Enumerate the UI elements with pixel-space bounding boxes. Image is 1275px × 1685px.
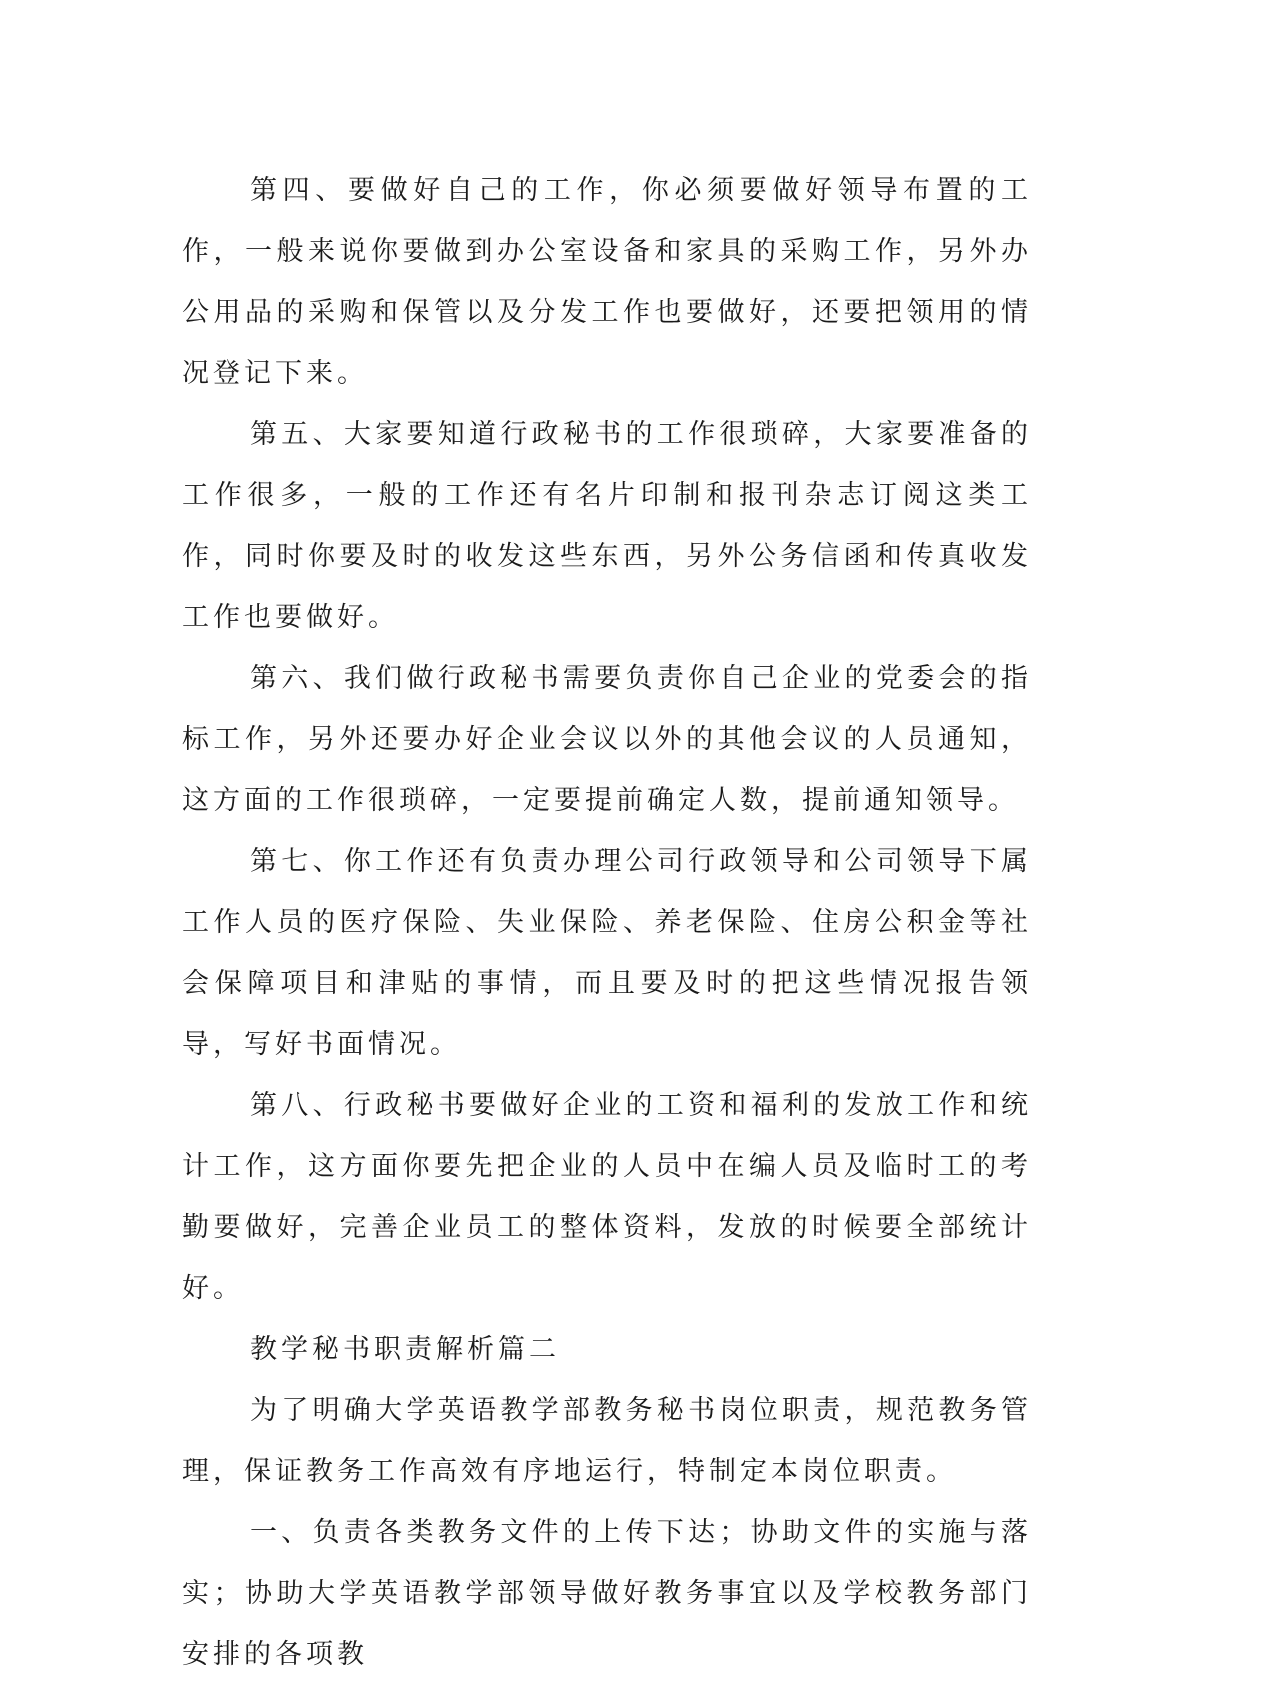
paragraph-eighth: 第八、行政秘书要做好企业的工资和福利的发放工作和统计工作，这方面你要先把企业的人员中在编人员及临时工的考勤要做好，完善企业员工的整体资料，发放的时候要全部统计好。 xyxy=(182,1090,1032,1304)
paragraph-seventh: 第七、你工作还有负责办理公司行政领导和公司领导下属工作人员的医疗保险、失业保险、养老保险、住房公积金等社会保障项目和津贴的事情，而且要及时的把这些情况报告领导，写好书面情况。 xyxy=(182,846,1032,1060)
section-title: 教学秘书职责解析篇二 xyxy=(250,1334,560,1365)
section-intro-paragraph: 为了明确大学英语教学部教务秘书岗位职责，规范教务管理，保证教务工作高效有序地运行，特制定本岗位职责。 xyxy=(182,1395,1032,1487)
paragraph-sixth: 第六、我们做行政秘书需要负责你自己企业的党委会的指标工作，另外还要办好企业会议以外的其他会议的人员通知，这方面的工作很琐碎，一定要提前确定人数，提前通知领导。 xyxy=(182,663,1032,816)
paragraph-fifth: 第五、大家要知道行政秘书的工作很琐碎，大家要准备的工作很多，一般的工作还有名片印制和报刊杂志订阅这类工作，同时你要及时的收发这些东西，另外公务信函和传真收发工作也要做好。 xyxy=(182,419,1032,633)
paragraph-fourth: 第四、要做好自己的工作，你必须要做好领导布置的工作，一般来说你要做到办公室设备和家具的采购工作，另外办公用品的采购和保管以及分发工作也要做好，还要把领用的情况登记下来。 xyxy=(182,175,1032,389)
document-body xyxy=(182,160,1032,1685)
section-item-one-paragraph: 一、负责各类教务文件的上传下达；协助文件的实施与落实；协助大学英语教学部领导做好教务事宜以及学校教务部门安排的各项教 xyxy=(182,1517,1032,1670)
